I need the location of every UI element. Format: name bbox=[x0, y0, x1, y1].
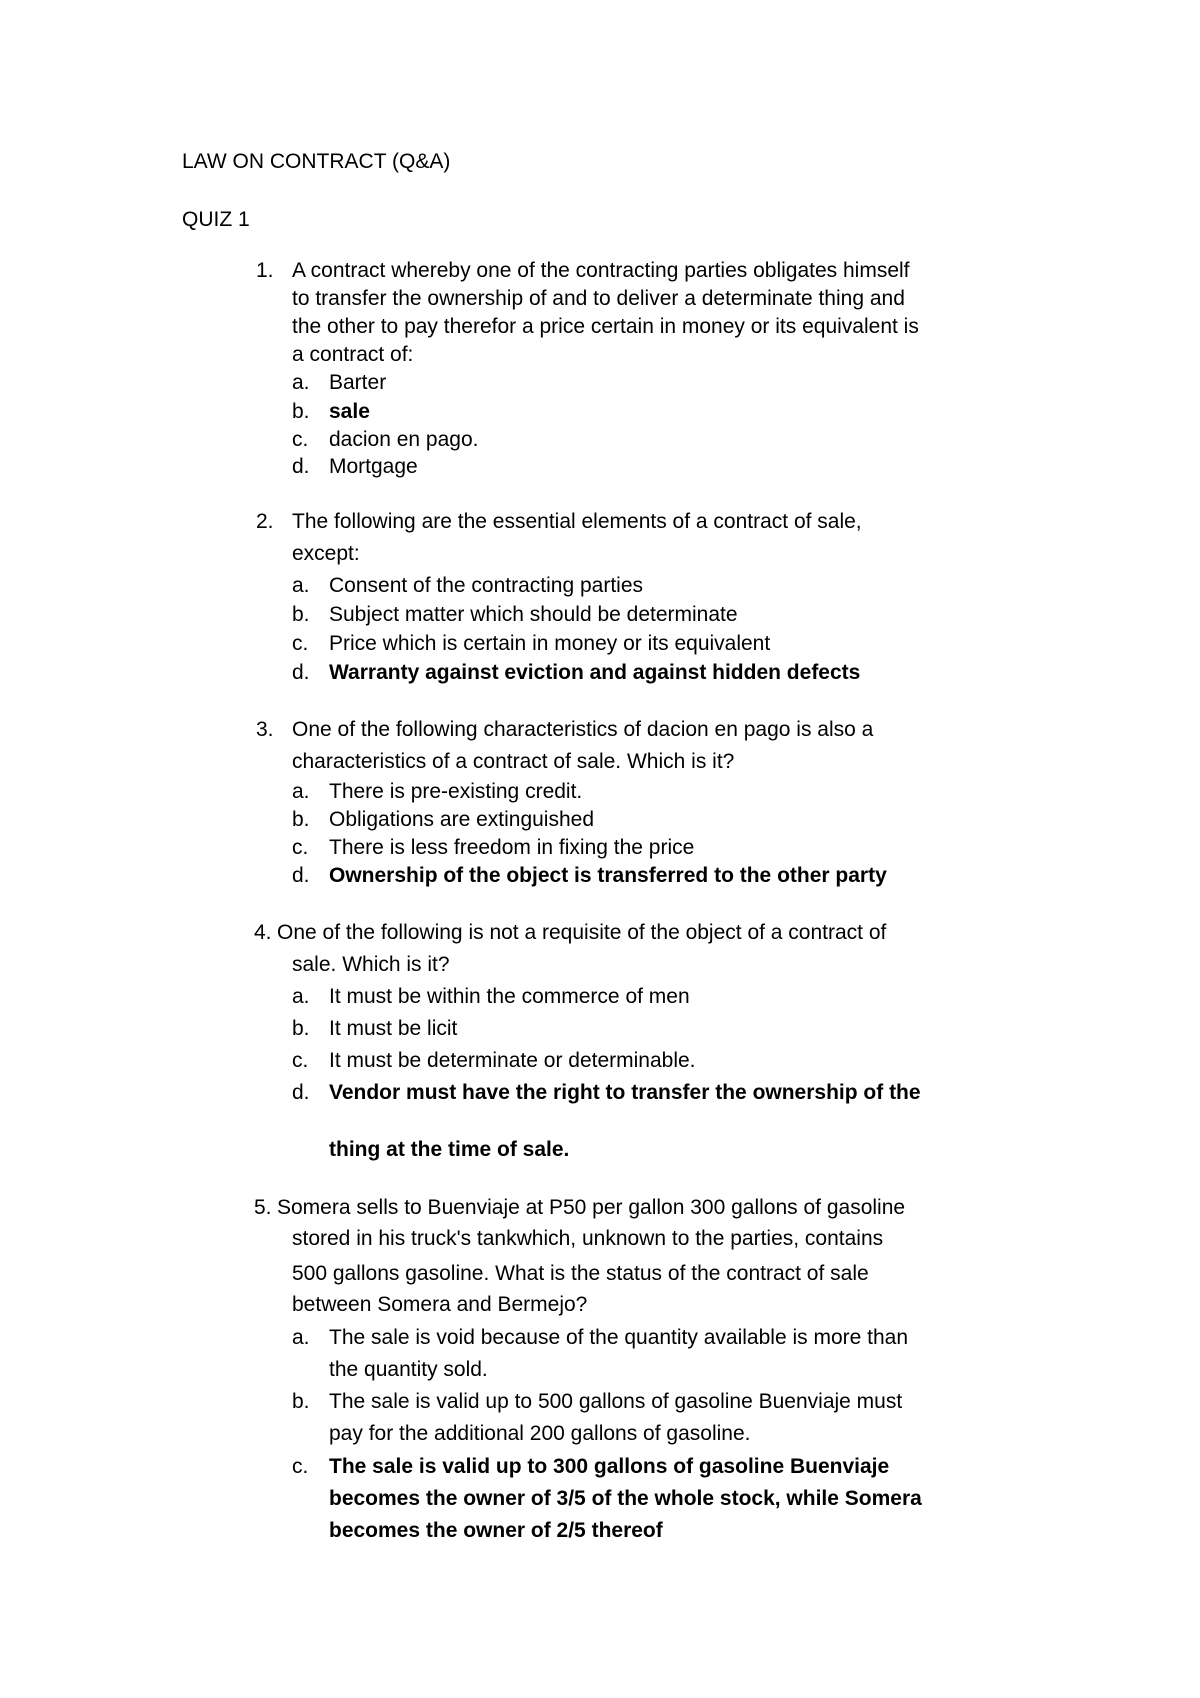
question-stem-line: to transfer the ownership of and to deliver a determinate thing and bbox=[292, 287, 905, 310]
question-stem-line: One of the following is not a requisite of the object of a contract of bbox=[277, 921, 887, 944]
option-text: pay for the additional 200 gallons of gasoline. bbox=[329, 1422, 751, 1445]
question-stem-line: A contract whereby one of the contracting parties obligates himself bbox=[292, 259, 910, 282]
option-text-answer: Warranty against eviction and against hidden defects bbox=[329, 661, 861, 684]
option-text: dacion en pago. bbox=[329, 428, 479, 451]
option-text-answer: becomes the owner of 3/5 of the whole stock, while Somera bbox=[329, 1487, 922, 1510]
question-stem-line: a contract of: bbox=[292, 343, 414, 366]
option-letter: a. bbox=[292, 574, 310, 597]
option-text: It must be within the commerce of men bbox=[329, 985, 690, 1008]
option-letter: c. bbox=[292, 1455, 309, 1478]
option-letter: b. bbox=[292, 808, 310, 831]
option-text: Consent of the contracting parties bbox=[329, 574, 644, 597]
option-text-answer: The sale is valid up to 300 gallons of gasoline Buenviaje bbox=[329, 1455, 890, 1478]
option-text: Price which is certain in money or its equivalent bbox=[329, 632, 771, 655]
option-text: Mortgage bbox=[329, 455, 418, 478]
question-stem-line: 500 gallons gasoline. What is the status of the contract of sale bbox=[292, 1262, 869, 1285]
option-letter: c. bbox=[292, 428, 309, 451]
option-text-answer: Vendor must have the right to transfer the ownership of the bbox=[329, 1081, 921, 1104]
option-text: There is less freedom in fixing the price bbox=[329, 836, 695, 859]
option-letter: a. bbox=[292, 371, 310, 394]
option-text-answer: becomes the owner of 2/5 thereof bbox=[329, 1519, 663, 1542]
option-text: Subject matter which should be determinate bbox=[329, 603, 738, 626]
question-stem-line: Somera sells to Buenviaje at P50 per gallon 300 gallons of gasoline bbox=[277, 1196, 906, 1219]
question-number: 3. bbox=[256, 718, 274, 741]
question-stem-line: except: bbox=[292, 542, 360, 565]
question-stem-line: sale. Which is it? bbox=[292, 953, 450, 976]
option-letter: d. bbox=[292, 864, 310, 887]
option-letter: d. bbox=[292, 661, 310, 684]
option-letter: c. bbox=[292, 1049, 309, 1072]
option-text-answer: sale bbox=[329, 400, 370, 423]
option-text: There is pre-existing credit. bbox=[329, 780, 583, 803]
option-letter: a. bbox=[292, 780, 310, 803]
option-letter: b. bbox=[292, 1390, 310, 1413]
question-number: 1. bbox=[256, 259, 274, 282]
option-letter: a. bbox=[292, 1326, 310, 1349]
question-stem-line: The following are the essential elements of a contract of sale, bbox=[292, 510, 862, 533]
option-text: the quantity sold. bbox=[329, 1358, 488, 1381]
question-stem-line: between Somera and Bermejo? bbox=[292, 1293, 588, 1316]
option-letter: b. bbox=[292, 1017, 310, 1040]
question-number: 4. bbox=[254, 921, 272, 944]
option-letter: c. bbox=[292, 632, 309, 655]
option-letter: a. bbox=[292, 985, 310, 1008]
option-text-answer: Ownership of the object is transferred to the other party bbox=[329, 864, 887, 887]
option-text: The sale is valid up to 500 gallons of gasoline Buenviaje must bbox=[329, 1390, 903, 1413]
question-stem-line: stored in his truck's tankwhich, unknown to the parties, contains bbox=[292, 1227, 884, 1250]
document-title: LAW ON CONTRACT (Q&A) bbox=[182, 150, 451, 173]
option-letter: d. bbox=[292, 455, 310, 478]
option-letter: b. bbox=[292, 603, 310, 626]
quiz-label: QUIZ 1 bbox=[182, 208, 250, 231]
option-text: Obligations are extinguished bbox=[329, 808, 595, 831]
option-letter: d. bbox=[292, 1081, 310, 1104]
question-stem-line: One of the following characteristics of dacion en pago is also a bbox=[292, 718, 874, 741]
question-stem-line: characteristics of a contract of sale. Which is it? bbox=[292, 750, 735, 773]
option-text: Barter bbox=[329, 371, 387, 394]
option-text-answer: thing at the time of sale. bbox=[329, 1138, 570, 1161]
option-text: It must be licit bbox=[329, 1017, 458, 1040]
question-stem-line: the other to pay therefor a price certain in money or its equivalent is bbox=[292, 315, 919, 338]
option-letter: c. bbox=[292, 836, 309, 859]
question-number: 5. bbox=[254, 1196, 272, 1219]
option-letter: b. bbox=[292, 400, 310, 423]
option-text: The sale is void because of the quantity available is more than bbox=[329, 1326, 909, 1349]
question-number: 2. bbox=[256, 510, 274, 533]
option-text: It must be determinate or determinable. bbox=[329, 1049, 696, 1072]
